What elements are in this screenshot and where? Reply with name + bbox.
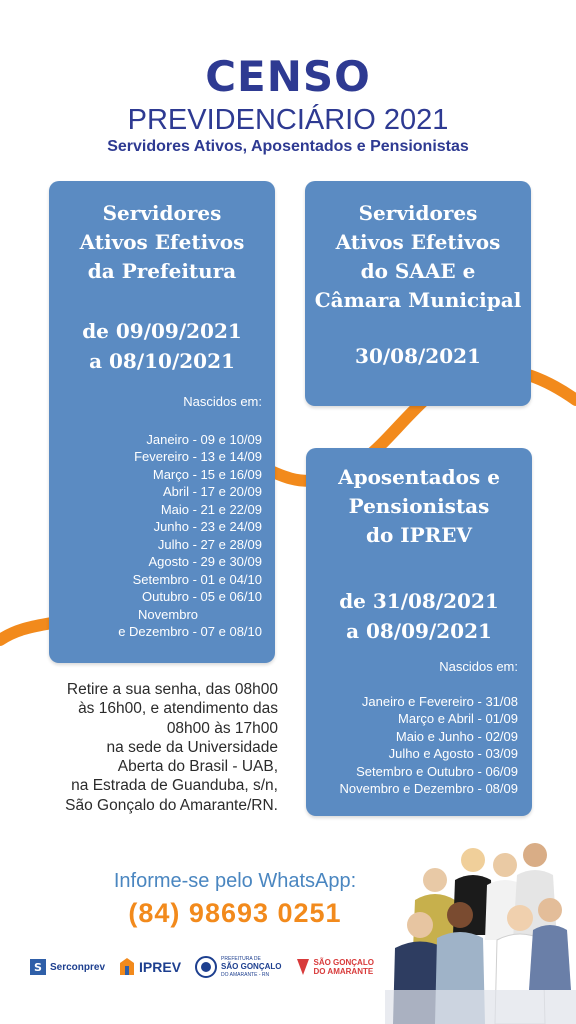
card-prefeitura [49, 181, 275, 663]
prefeitura-text: DO AMARANTE - RN [221, 972, 270, 978]
heading-line: da Prefeitura [87, 259, 237, 283]
schedule-item: Maio - 21 e 22/09 [160, 501, 262, 517]
info-line: às 16h00, e atendimento das [78, 700, 278, 718]
card-iprev [306, 448, 532, 816]
info-line: Aberta do Brasil - UAB, [117, 758, 278, 776]
heading-line: Ativos Efetivos [79, 230, 245, 254]
info-line: na sede da Universidade [106, 738, 278, 756]
heading-line: Ativos Efetivos [335, 230, 501, 254]
heading-line: Pensionistas [348, 494, 490, 518]
schedule-item: Junho - 23 e 24/09 [153, 519, 262, 534]
card-saae-date: 30/08/2021 [355, 344, 481, 368]
heading-line: Servidores [358, 201, 478, 225]
schedule-item: Abril - 17 e 20/09 [162, 484, 262, 499]
heading-line: do IPREV [365, 523, 473, 547]
prefeitura-logo [195, 955, 281, 979]
schedule-item: Março - 15 e 16/09 [152, 466, 262, 482]
prefeitura-text: SÃO GONÇALO [221, 962, 282, 971]
schedule-item: Agosto - 29 e 30/09 [148, 554, 262, 569]
date-line: a 08/10/2021 [89, 349, 235, 373]
sga-text: DO AMARANTE [313, 967, 374, 976]
whatsapp-phone[interactable]: (84) 98693 0251 [128, 898, 342, 928]
sga-logo [296, 957, 374, 977]
card-iprev-heading [306, 463, 532, 550]
iprev-text: IPREV [139, 959, 182, 975]
schedule-item: Novembro e Dezembro - 08/09 [339, 781, 518, 796]
schedule-item: Julho e Agosto - 03/09 [388, 746, 518, 761]
group-photo [385, 840, 576, 1024]
info-line: 08h00 às 17h00 [166, 719, 278, 737]
sga-text: SÃO GONÇALO [313, 958, 374, 967]
schedule-item: Maio e Junho - 02/09 [395, 728, 518, 744]
page-subtitle: PREVIDENCIÁRIO 2021 [127, 104, 449, 136]
born-label: Nascidos em: [439, 659, 518, 674]
schedule-item: Setembro e Outubro - 06/09 [356, 763, 518, 779]
date-line: a 08/09/2021 [346, 619, 492, 643]
schedule-item: e Dezembro - 07 e 08/10 [118, 624, 262, 639]
date-line: de 09/09/2021 [82, 319, 242, 343]
born-label: Nascidos em: [183, 394, 262, 409]
whatsapp-label: Informe-se pelo WhatsApp: [113, 870, 357, 892]
iprev-logo [119, 957, 181, 977]
card-prefeitura-dates [49, 316, 275, 376]
svg-text:S: S [34, 961, 42, 974]
info-line: Retire a sua senha, das 08h00 [66, 681, 278, 698]
date-line: de 31/08/2021 [339, 589, 499, 613]
schedule-item: Outubro - 05 e 06/10 [142, 589, 262, 604]
serconprev-text: Serconprev [50, 961, 106, 973]
coat-of-arms-icon [195, 955, 217, 979]
schedule-item: Julho - 27 e 28/09 [157, 536, 262, 552]
schedule-list [49, 431, 275, 641]
partner-logos [30, 950, 374, 984]
card-prefeitura-heading [49, 199, 275, 286]
serconprev-logo [30, 959, 105, 975]
heading-line: Aposentados e [338, 465, 500, 489]
iprev-icon [119, 957, 135, 977]
prefeitura-text: PREFEITURA DE [221, 956, 261, 962]
card-iprev-dates [306, 586, 532, 646]
schedule-item: Janeiro e Fevereiro - 31/08 [361, 693, 518, 709]
schedule-item: Novembro [138, 606, 198, 622]
card-saae-heading [305, 199, 531, 315]
location-info [40, 680, 278, 815]
page-title: CENSO [205, 52, 371, 101]
schedule-item: Março e Abril - 01/09 [398, 711, 518, 726]
schedule-list [306, 693, 532, 798]
serconprev-icon [30, 959, 46, 975]
schedule-item: Setembro - 01 e 04/10 [132, 571, 262, 587]
card-saae [305, 181, 531, 406]
info-line: na Estrada de Guanduba, s/n, [71, 777, 278, 795]
heading-line: do SAAE e [360, 259, 476, 283]
page-tagline: Servidores Ativos, Aposentados e Pensionistas [107, 138, 469, 155]
schedule-item: Janeiro - 09 e 10/09 [146, 431, 262, 447]
sga-icon [296, 957, 310, 977]
info-line: São Gonçalo do Amarante/RN. [65, 796, 278, 814]
heading-line: Câmara Municipal [314, 288, 522, 312]
heading-line: Servidores [102, 201, 222, 225]
schedule-item: Fevereiro - 13 e 14/09 [134, 449, 262, 464]
